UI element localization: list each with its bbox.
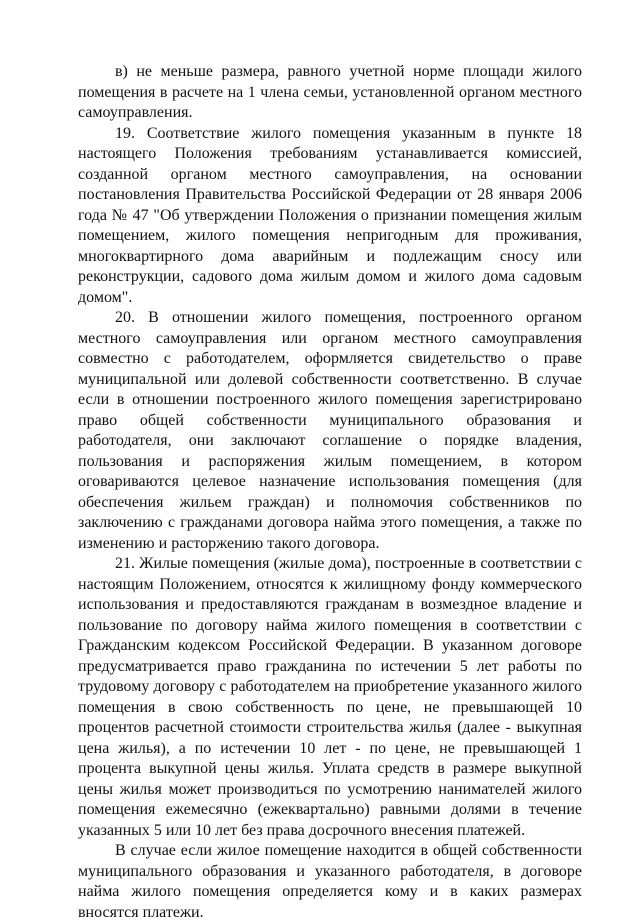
paragraph-item-20: 20. В отношении жилого помещения, построенного органом местного самоуправления или органом местного самоуправления совместно с работодателем, оформляется свидетельство о праве муниципальной или долевой собственности соответственно. В случае если в отношении построенного жилого помещения зарегистрировано право общей собственности муниципального образования и работодателя, они заключают соглашение о порядке владения, пользования и распоряжения жилым помещением, в котором оговариваются целевое назначение использования помещения (для обеспечения жильем граждан) и полномочия собственников по заключению с гражданами договора найма этого помещения, а также по изменению и расторжению такого договора. [78, 309, 582, 552]
paragraph-subitem-v: в) не меньше размера, равного учетной норме площади жилого помещения в расчете на 1 члена семьи, установленной органом местного самоуправления. [78, 63, 582, 121]
document-page [78, 62, 582, 923]
paragraph-item-19: 19. Соответствие жилого помещения указанным в пункте 18 настоящего Положения требованиям устанавливается комиссией, созданной органом местного самоуправления, на основании постановления Правительства Российской Федерации от 28 января 2006 года № 47 "Об утверждении Положения о признании помещения жилым помещением, жилого помещения непригодным для проживания, многоквартирного дома аварийным и подлежащим сносу или реконструкции, садового дома жилым домом и жилого дома садовым домом". [78, 124, 582, 306]
paragraph-item-21: 21. Жилые помещения (жилые дома), построенные в соответствии с настоящим Положением, относятся к жилищному фонду коммерческого использования и предоставляются гражданам в возмездное владение и пользование по договору найма жилого помещения в соответствии с Гражданским кодексом Российской Федерации. В указанном договоре предусматривается право гражданина по истечении 5 лет работы по трудовому договору с работодателем на приобретение указанного жилого помещения в свою собственность по цене, не превышающей 10 процентов расчетной стоимости строительства жилья (далее - выкупная цена жилья), а по истечении 10 лет - по цене, не превышающей 1 процента выкупной цены жилья. Уплата средств в размере выкупной цены жилья может производиться по усмотрению нанимателей жилого помещения ежемесячно (ежеквартально) равными долями в течение указанных 5 или 10 лет без права досрочного внесения платежей. [78, 555, 582, 839]
paragraph-item-21-continued: В случае если жилое помещение находится в общей собственности муниципального образования и указанного работодателя, в договоре найма жилого помещения определяется кому и в каких размерах вносятся платежи. [78, 842, 582, 921]
